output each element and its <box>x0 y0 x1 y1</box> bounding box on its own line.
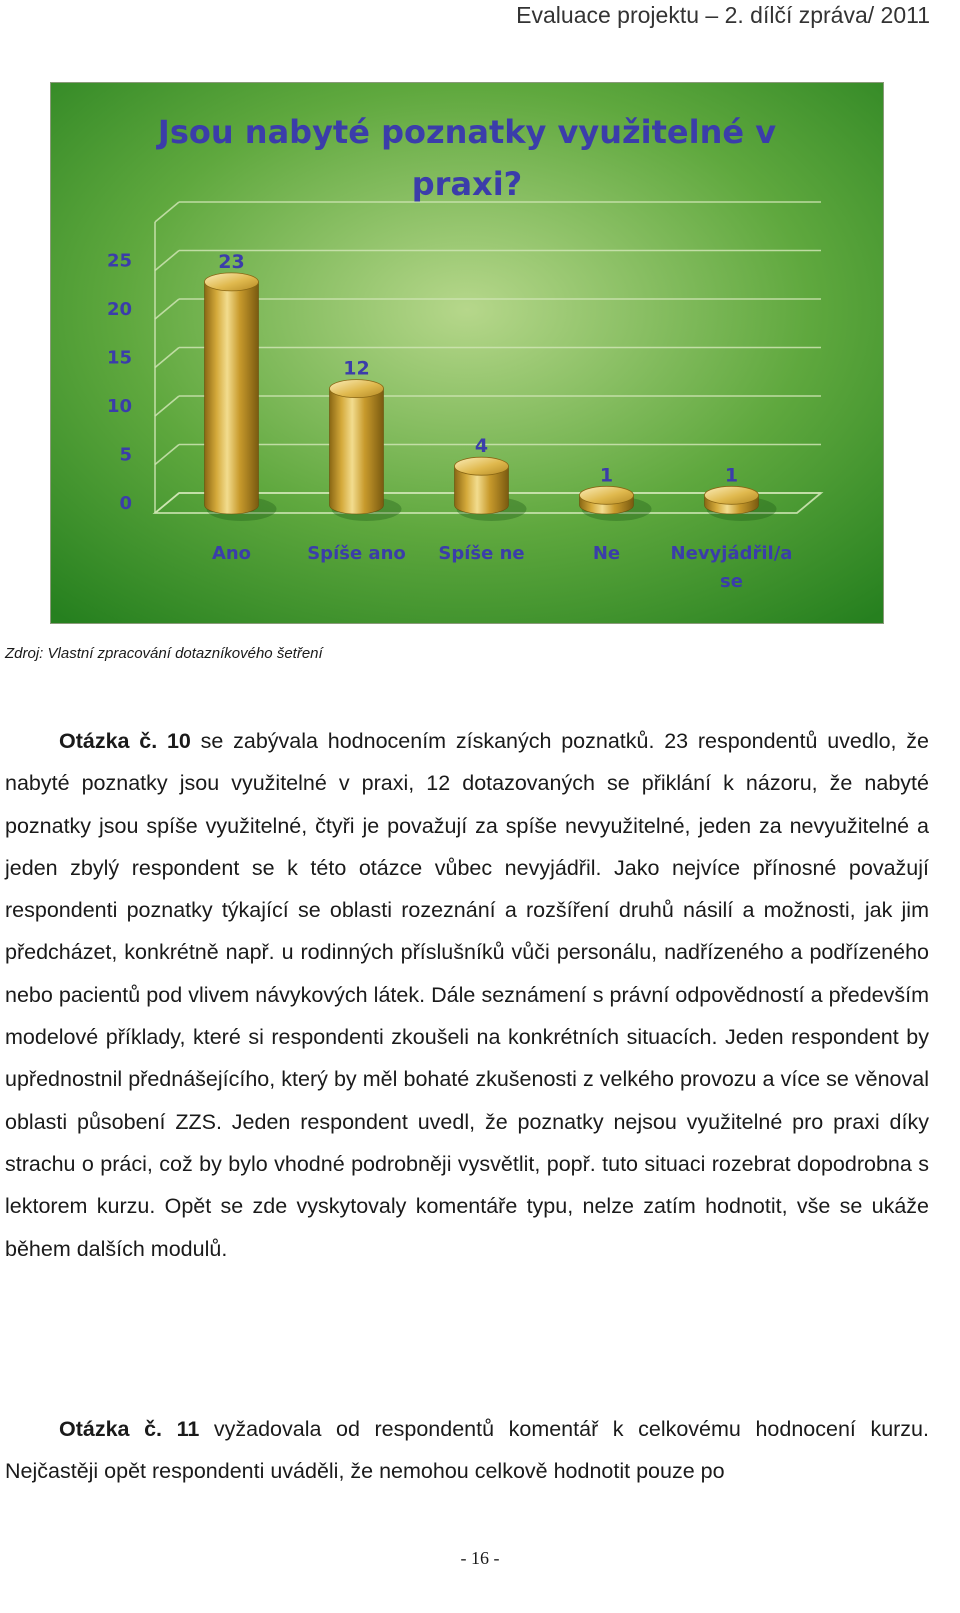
bar-data-label: 1 <box>724 464 739 487</box>
y-tick-label: 10 <box>106 396 132 417</box>
y-tick-label: 5 <box>119 444 132 466</box>
paragraph-question-11 <box>5 1408 929 1493</box>
chart-title-line: Jsou nabyté poznatky využitelné v <box>157 113 777 151</box>
x-category-label: Ne <box>592 543 621 564</box>
bar-top <box>205 273 259 291</box>
chart-title-line: praxi? <box>411 165 523 203</box>
page-number: - 16 - <box>460 1548 500 1568</box>
y-tick-label: 0 <box>119 493 132 514</box>
y-tick-label: 15 <box>106 347 132 369</box>
x-category-label: Spíše ano <box>307 543 406 564</box>
bar-data-label: 23 <box>218 250 245 273</box>
x-category-label: Spíše ne <box>438 543 525 564</box>
paragraph-question-10 <box>5 720 929 1270</box>
chart-frame <box>50 82 884 624</box>
x-category-label: se <box>720 571 743 592</box>
paragraph-lead: Otázka č. 10 <box>59 729 191 753</box>
paragraph-text: se zabývala hodnocením získaných poznatků. 23 respondentů uvedlo, že nabyté poznatky jsou využitelné v praxi, 12 dotazovaných se přiklání k názoru, že nabyté poznatky jsou spíše využitelné, čtyři je považují za spíše nevyužitelné, jeden za nevyužitelné a jeden zbylý respondent se k této otázce vůbec nevyjádřil. Jako nejvíce přínosné považují respondenti poznatky týkající se oblasti rozeznání a rozšíření druhů násilí a možnosti, jak jim předcházet, konkrétně např. u rodinných příslušníků vůči personálu, nadřízeného a podřízeného nebo pacientů pod vlivem návykových látek. Dále seznámení s právní odpovědností a především modelové příklady, které si respondenti zkoušeli na konkrétních situacích. Jeden respondent by upřednostnil přednášejícího, který by měl bohaté zkušenosti z velkého provozu a více se věnoval oblasti působení ZZS. Jeden respondent uvedl, že poznatky nejsou využitelné pro praxi díky strachu o práci, což by bylo vhodné podrobněji vysvětlit, popř. tuto situaci rozebrat dopodrobna s lektorem kurzu. Opět se zde vyskytovaly komentáře typu, nelze zatím hodnotit, vše se ukáže během dalších modulů. <box>5 729 930 1261</box>
bar-top <box>705 486 759 504</box>
running-header: Evaluace projektu – 2. dílčí zpráva/ 2011 <box>516 2 930 28</box>
bar-body <box>205 282 259 514</box>
bar-body <box>330 389 384 514</box>
bar-data-label: 1 <box>599 464 614 487</box>
bar-top <box>580 486 634 504</box>
bar-data-label: 4 <box>474 435 489 458</box>
x-category-label: Nevyjádřil/a <box>670 543 793 564</box>
bar-chart <box>51 83 883 623</box>
y-tick-label: 20 <box>106 299 132 320</box>
bar-top <box>455 457 509 475</box>
paragraph-text: vyžadovala od respondentů komentář k celkovému hodnocení kurzu. Nejčastěji opět respondenti uváděli, že nemohou celkově hodnotit pouze po <box>5 1417 929 1484</box>
chart-background <box>51 83 883 623</box>
chart-source-note: Zdroj: Vlastní zpracování dotazníkového šetření <box>5 645 323 662</box>
paragraph-lead: Otázka č. 11 <box>59 1417 200 1441</box>
x-category-label: Ano <box>211 543 252 564</box>
y-tick-label: 25 <box>106 250 132 272</box>
bar-top <box>330 380 384 398</box>
bar-data-label: 12 <box>343 357 370 380</box>
